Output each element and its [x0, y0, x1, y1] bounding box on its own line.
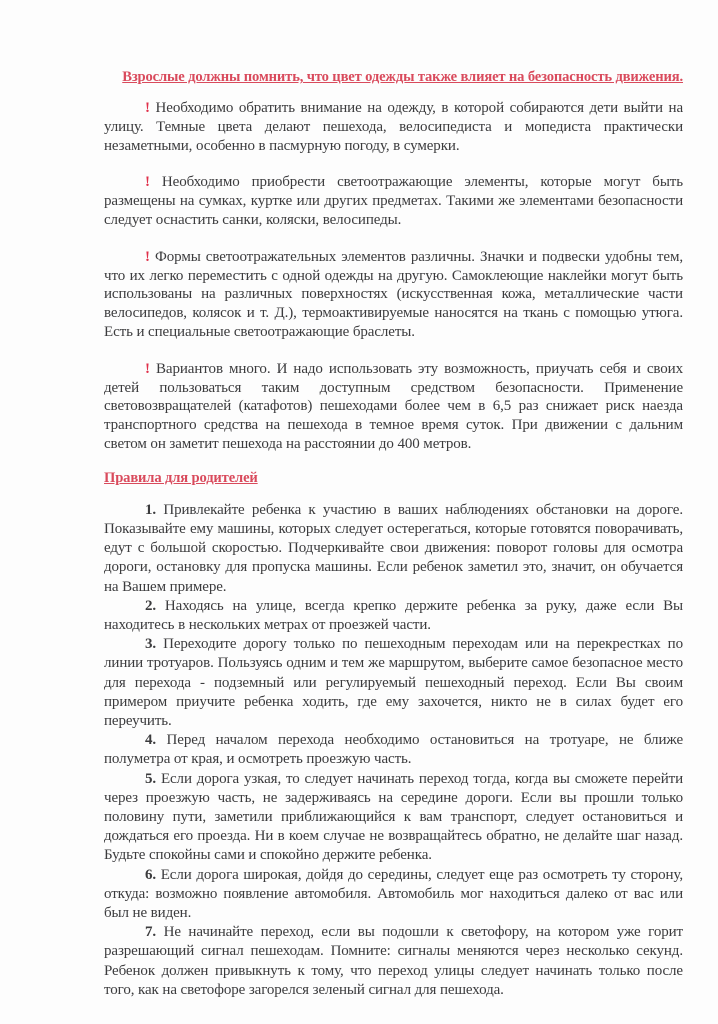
tip-paragraph: [104, 173, 683, 229]
rule-item: [104, 635, 683, 731]
rules-list: [104, 501, 683, 1000]
exclamation-icon: !: [145, 248, 150, 265]
exclamation-icon: !: [145, 360, 150, 377]
rule-number: 1.: [145, 501, 157, 518]
tip-text: Формы светоотражательных элементов различны. Значки и подвески удобны тем, что их легко переместить с одной одежды на другую. Самоклеющие наклейки могут быть использованы на различных поверхностях (искусственная кожа, металлические части велосипедов, колясок и т. Д.), термоактивируемые наносятся на ткань с помощью утюга. Есть и специальные светоотражающие браслеты.: [104, 248, 683, 340]
rule-item: [104, 731, 683, 769]
heading-parent-rules: Правила для родителей: [104, 469, 258, 486]
rule-text: Не начинайте переход, если вы подошли к светофору, на котором уже горит разрешающий сигнал пешеходам. Помните: сигналы меняются через несколько секунд. Ребенок должен привыкнуть к тому, что переход улицы следует начинать только после того, как на светофоре загорелся зеленый сигнал для пешехода.: [104, 924, 684, 998]
rule-item: [104, 770, 683, 866]
rule-item: [104, 597, 683, 635]
rule-text: Если дорога узкая, то следует начинать переход тогда, когда вы сможете перейти через проезжую часть, не задерживаясь на середине дороги. Если вы прошли только половину пути, заметили приближающийся к вам транспорт, следует остановиться и дождаться его проезда. Ни в коем случае не возвращайтесь обратно, не делайте шаг назад. Будьте спокойны сами и спокойно держите ребенка.: [104, 770, 683, 864]
rule-number: 3.: [145, 636, 157, 653]
heading-clothing-safety: Взрослые должны помнить, что цвет одежды также влияет на безопасность движения.: [122, 69, 683, 85]
rule-number: 2.: [145, 597, 157, 614]
tip-paragraph: [104, 360, 683, 454]
rule-text: Перед началом перехода необходимо остановиться на тротуаре, не ближе полуметра от края, и осмотреть проезжую часть.: [104, 732, 683, 768]
rule-item: [104, 866, 683, 924]
exclamation-icon: !: [145, 174, 150, 191]
tip-text: Необходимо приобрести светоотражающие элементы, которые могут быть размещены на сумках, куртке или других предметах. Такими же элементами безопасности следует оснастить санки, коляски, велосипеды.: [104, 174, 684, 228]
rule-item: [104, 923, 683, 1000]
rule-number: 6.: [145, 866, 157, 883]
rule-text: Привлекайте ребенка к участию в ваших наблюдениях обстановки на дороге. Показывайте ему машины, которых следует остерегаться, которые готовятся поворачивать, едут с большой скоростью. Подчеркивайте свои движения: поворот головы для осмотра дороги, остановку для пропуска машины. Если ребенок заметил это, значит, он обучается на Вашем примере.: [104, 501, 683, 595]
rule-item: [104, 501, 683, 597]
rule-text: Если дорога широкая, дойдя до середины, следует еще раз осмотреть ту сторону, откуда: возможно появление автомобиля. Автомобиль мог находиться далеко от вас или был не виден.: [104, 866, 683, 922]
tip-paragraph: [104, 248, 683, 342]
tip-text: Необходимо обратить внимание на одежду, в которой собираются дети выйти на улицу. Темные цвета делают пешехода, велосипедиста и мопедиста практически незаметными, особенно в пасмурную погоду, в сумерки.: [104, 100, 683, 154]
rule-number: 5.: [145, 770, 157, 787]
tip-text: Вариантов много. И надо использовать эту возможность, приучать себя и своих детей пользоваться таким доступным средством безопасности. Применение световозвращателей (катафотов) пешеходами более чем в 6,5 раз снижает риск наезда транспортного средства на пешехода в темное время суток. При движении с дальним светом он заметит пешехода на расстоянии до 400 метров.: [104, 360, 684, 452]
rule-text: Переходите дорогу только по пешеходным переходам или на перекрестках по линии тротуаров. Пользуясь одним и тем же маршрутом, выберите самое безопасное место для перехода - подземный или регулируемый пешеходный переход. Если Вы своим примером приучите ребенка ходить, где ему захочется, никто не в силах будет его переучить.: [104, 636, 683, 729]
rule-number: 7.: [145, 924, 157, 941]
document-page: [104, 68, 683, 1000]
rule-text: Находясь на улице, всегда крепко держите ребенка за руку, даже если Вы находитесь в нескольких метрах от проезжей части.: [104, 597, 683, 633]
rule-number: 4.: [145, 732, 157, 749]
tip-paragraph: [104, 99, 683, 155]
exclamation-icon: !: [145, 100, 150, 116]
